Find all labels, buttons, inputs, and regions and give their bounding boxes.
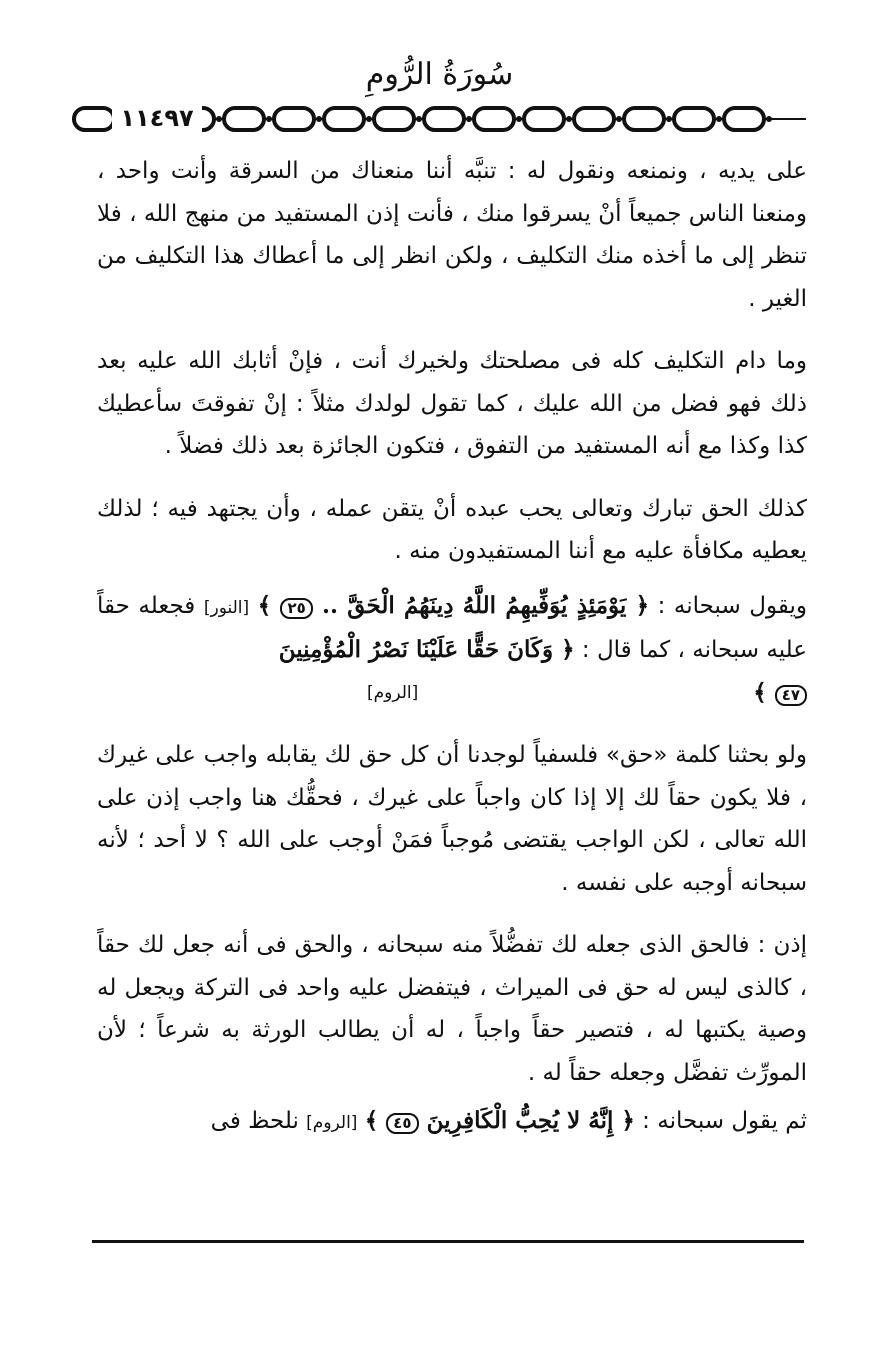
verse-close-bracket: ﴾	[257, 591, 281, 619]
chain-link	[724, 108, 764, 130]
surah-title: سُورَةُ الرُّومِ	[365, 57, 514, 92]
verse-close-bracket: ﴾	[753, 678, 775, 706]
chain-link	[424, 108, 464, 130]
verse-paragraph	[97, 585, 807, 672]
chain-dot	[466, 116, 472, 122]
continuation-text: نلحظ فى	[210, 1108, 307, 1134]
sura-reference: [النور]	[203, 597, 250, 618]
verse-bridge: فجعله حقاً عليه سبحانه ، كما قال :	[97, 592, 807, 663]
verse-intro: ثم يقول سبحانه :	[642, 1108, 807, 1134]
chain-link	[324, 108, 364, 130]
chain-dot	[566, 116, 572, 122]
ayah-number: ٤٧	[775, 685, 807, 706]
quran-verse: ﴿ يَوْمَئِذٍ يُوَفِّيهِمُ اللَّهُ دِينَهُمُ الْحَقَّ ..	[312, 591, 650, 619]
chain-dot	[366, 116, 372, 122]
sura-reference: [الروم]	[367, 682, 419, 703]
paragraph: ولو بحثنا كلمة «حق» فلسفياً لوجدنا أن كل حق لك يقابله واجب على غيرك ، فلا يكون حقاً لك إلا إذا كان واجباً على غيرك ، فحقُّك هنا واجب إذن على الله تعالى ، لكن الواجب يقتضى مُوجباً فمَنْ أوجب على الله ؟ لا أحد ؛ لأنه سبحانه أوجبه على نفسه .	[97, 742, 807, 896]
verse-close-bracket: ﴾	[364, 1107, 387, 1134]
chain-dot	[416, 116, 422, 122]
chain-link	[574, 108, 614, 130]
chain-link	[224, 108, 264, 130]
sura-reference: [الروم]	[306, 1113, 358, 1133]
chain-link	[374, 108, 414, 130]
footer-rule	[92, 1240, 804, 1243]
paragraph: على يديه ، ونمنعه ونقول له : تنبَّه أننا منعناك من السرقة وأنت واحد ، ومنعنا الناس جميعاً أنْ يسرقوا منك ، فأنت إذن المستفيد من منهج الله ، فلا تنظر إلى ما أخذه منك التكليف ، ولكن انظر إلى ما أعطاك هذا التكليف من الغير .	[97, 158, 807, 312]
verse-intro: ويقول سبحانه :	[657, 592, 808, 619]
chain-dot	[766, 116, 772, 122]
chain-link	[524, 108, 564, 130]
chain-link	[274, 108, 314, 130]
chain-link	[624, 108, 664, 130]
paragraph: إذن : فالحق الذى جعله لك تفضُّلاً منه سبحانه ، والحق فى أنه جعل لك حقاً ، كالذى ليس له حق فى الميراث ، فيتفضل عليه واحد فى التركة ويجعل له وصية يكتبها له ، فتصير حقاً واجباً ، له أن يطالب الورثة به شرعاً ؛ لأن المورِّث تفضَّل وجعله حقاً له .	[97, 932, 807, 1086]
last-verse-line	[97, 1100, 807, 1145]
ayah-number: ٤٥	[386, 1113, 418, 1134]
page-number: ١١٤٩٧	[112, 101, 202, 135]
paragraph: وما دام التكليف كله فى مصلحتك ولخيرك أنت ، فإنْ أثابك الله عليه بعد ذلك فهو فضل من الله عليك ، كما تقول لولدك مثلاً : إنْ تفوقتَ سأعطيك كذا وكذا مع أنه المستفيد من التفوق ، فتكون الجائزة بعد ذلك فضلاً .	[97, 348, 807, 459]
chain-link	[474, 108, 514, 130]
verse-end-line	[97, 672, 807, 715]
chain-dot	[716, 116, 722, 122]
chain-dot	[616, 116, 622, 122]
chain-dot	[666, 116, 672, 122]
quran-verse: ﴿ إِنَّهُ لا يُحِبُّ الْكَافِرِينَ	[418, 1107, 635, 1134]
chain-dot	[266, 116, 272, 122]
chain-dot	[516, 116, 522, 122]
chain-link	[674, 108, 714, 130]
paragraph: كذلك الحق تبارك وتعالى يحب عبده أنْ يتقن عمله ، وأن يجتهد فيه ؛ لذلك يعطيه مكافأة عليه مع أننا المستفيدون منه .	[97, 495, 807, 564]
chain-dot	[316, 116, 322, 122]
quran-verse: ﴿ وَكَانَ حَقًّا عَلَيْنَا نَصْرُ الْمُؤْمِنِينَ	[278, 636, 575, 663]
ayah-number: ٢٥	[280, 598, 312, 619]
chain-link	[74, 108, 114, 130]
page-body	[97, 150, 807, 1145]
chain-dot	[216, 116, 222, 122]
